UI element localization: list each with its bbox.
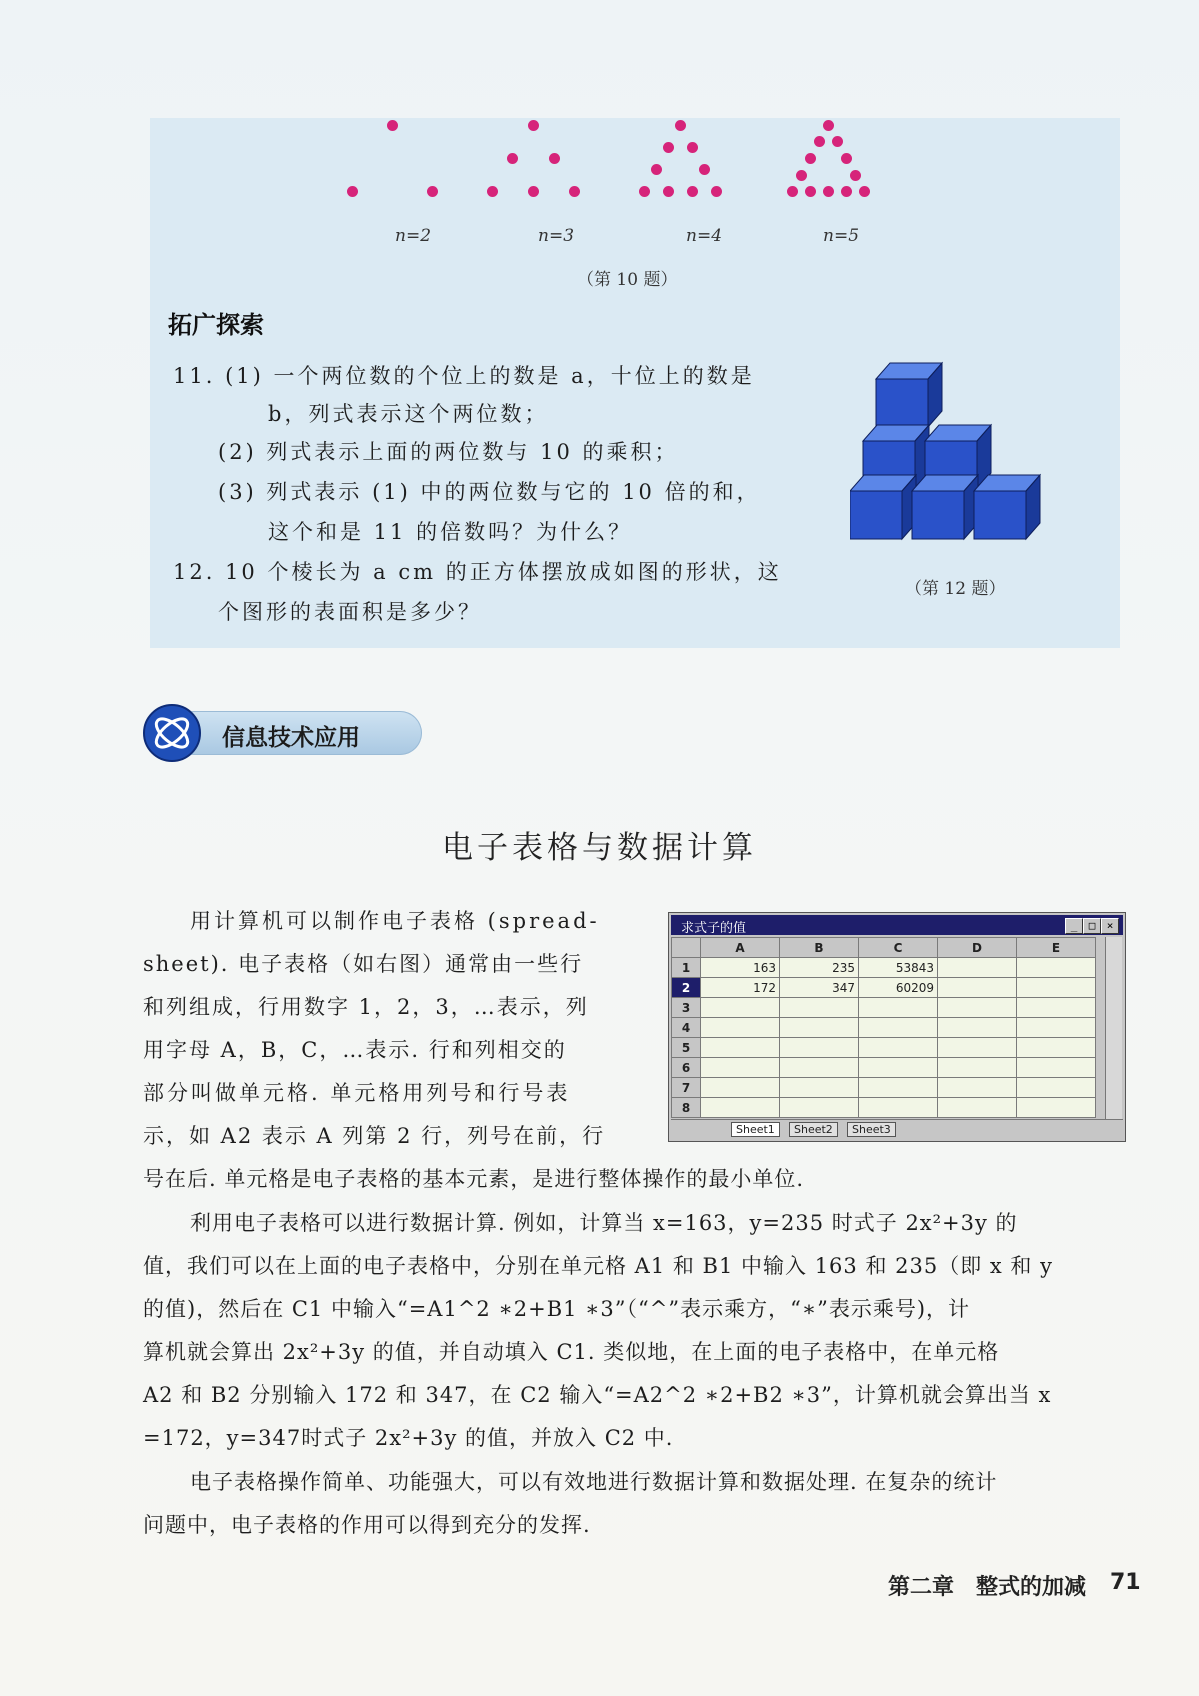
body-line: sheet). 电子表格（如右图）通常由一些行 xyxy=(143,952,584,976)
dot xyxy=(814,136,825,147)
row-header[interactable]: 2 xyxy=(672,978,701,998)
body-line: 和列组成，行用数字 1，2，3，…表示，列 xyxy=(143,995,589,1019)
body-line: 用字母 A，B，C，…表示. 行和列相交的 xyxy=(143,1038,567,1062)
figure-label: n=3 xyxy=(538,226,575,246)
dot xyxy=(796,170,807,181)
dot xyxy=(841,153,852,164)
dot xyxy=(549,153,560,164)
table-row xyxy=(672,1098,1096,1118)
dot xyxy=(487,186,498,197)
cell[interactable] xyxy=(1017,998,1096,1018)
dot xyxy=(569,186,580,197)
badge-label: 信息技术应用 xyxy=(222,725,360,751)
cube-stack-figure xyxy=(850,355,1050,545)
dot xyxy=(651,164,662,175)
cell[interactable] xyxy=(938,1038,1017,1058)
row-header[interactable]: 8 xyxy=(672,1098,701,1118)
row-header[interactable]: 6 xyxy=(672,1058,701,1078)
dot xyxy=(663,186,674,197)
body-line: 问题中，电子表格的作用可以得到充分的发挥. xyxy=(143,1513,591,1537)
table-row xyxy=(672,998,1096,1018)
cell[interactable]: 235 xyxy=(780,958,859,978)
cell[interactable] xyxy=(859,1058,938,1078)
dot xyxy=(507,153,518,164)
dot xyxy=(663,142,674,153)
dot xyxy=(699,164,710,175)
cell[interactable] xyxy=(1017,978,1096,998)
cell[interactable] xyxy=(701,1018,780,1038)
vertical-scrollbar[interactable] xyxy=(1105,937,1122,1119)
chapter-title: 第二章 整式的加减 xyxy=(888,1575,1087,1600)
cell[interactable] xyxy=(859,1098,938,1118)
question-line: 个图形的表面积是多少？ xyxy=(218,600,482,624)
cell[interactable] xyxy=(701,1078,780,1098)
body-line: 示，如 A2 表示 A 列第 2 行，列号在前，行 xyxy=(143,1124,606,1148)
figure-caption: （第 10 题） xyxy=(577,270,678,290)
figure-label: n=2 xyxy=(395,226,432,246)
tab-sheet1[interactable]: Sheet1 xyxy=(731,1122,780,1137)
dot xyxy=(823,120,834,131)
body-line: 的值)，然后在 C1 中输入“=A1^2 ∗2+B1 ∗3”（“^”表示乘方，“∗”表示乘号)，计 xyxy=(143,1297,971,1321)
row-header[interactable]: 4 xyxy=(672,1018,701,1038)
body-line: 号在后. 单元格是电子表格的基本元素，是进行整体操作的最小单位. xyxy=(143,1167,805,1191)
cell[interactable]: 347 xyxy=(780,978,859,998)
minimize-button[interactable]: _ xyxy=(1065,918,1083,934)
cell[interactable] xyxy=(1017,1018,1096,1038)
figure-label: n=5 xyxy=(823,226,860,246)
dot xyxy=(675,120,686,131)
atom-icon xyxy=(142,703,202,763)
dot xyxy=(687,186,698,197)
cell[interactable] xyxy=(780,1038,859,1058)
figure-caption: （第 12 题） xyxy=(905,579,1006,599)
row-header[interactable]: 1 xyxy=(672,958,701,978)
table-row xyxy=(672,1038,1096,1058)
info-tech-badge xyxy=(142,703,422,761)
cell[interactable]: 172 xyxy=(701,978,780,998)
dot xyxy=(347,186,358,197)
cell[interactable] xyxy=(938,1098,1017,1118)
column-header[interactable]: C xyxy=(859,938,938,958)
table-row xyxy=(672,1078,1096,1098)
body-line: 部分叫做单元格. 单元格用列号和行号表 xyxy=(143,1081,571,1105)
cell[interactable] xyxy=(780,1078,859,1098)
question-line: (3) 列式表示 (1) 中的两位数与它的 10 倍的和， xyxy=(218,480,761,504)
dot xyxy=(823,186,834,197)
table-row xyxy=(672,958,1096,978)
cell[interactable] xyxy=(859,1078,938,1098)
column-header[interactable]: B xyxy=(780,938,859,958)
cell[interactable] xyxy=(701,1098,780,1118)
dot xyxy=(387,120,398,131)
dot xyxy=(427,186,438,197)
row-header[interactable]: 5 xyxy=(672,1038,701,1058)
cell[interactable] xyxy=(859,1018,938,1038)
cell[interactable] xyxy=(780,1098,859,1118)
cell[interactable] xyxy=(938,1078,1017,1098)
figure-label: n=4 xyxy=(686,226,723,246)
cell[interactable] xyxy=(938,998,1017,1018)
column-header[interactable]: A xyxy=(701,938,780,958)
page-number: 71 xyxy=(1110,1570,1141,1595)
dot xyxy=(841,186,852,197)
cell[interactable]: 53843 xyxy=(859,958,938,978)
cell[interactable] xyxy=(859,998,938,1018)
dot xyxy=(859,186,870,197)
cell[interactable] xyxy=(938,1018,1017,1038)
question-line: 这个和是 11 的倍数吗？为什么？ xyxy=(268,520,633,544)
cell[interactable] xyxy=(780,1018,859,1038)
tab-sheet3[interactable]: Sheet3 xyxy=(847,1122,896,1137)
spreadsheet-titlebar xyxy=(671,915,1123,935)
section-title: 电子表格与数据计算 xyxy=(442,830,757,866)
dot xyxy=(805,153,816,164)
sheet-tab-bar xyxy=(671,1119,1123,1138)
spreadsheet-grid xyxy=(671,937,1096,1118)
dot xyxy=(787,186,798,197)
cell[interactable] xyxy=(780,1058,859,1078)
tab-sheet2[interactable]: Sheet2 xyxy=(789,1122,838,1137)
dot xyxy=(528,120,539,131)
table-row xyxy=(672,1018,1096,1038)
cell[interactable] xyxy=(859,1038,938,1058)
column-header-row xyxy=(672,938,1096,958)
cell[interactable] xyxy=(1017,1098,1096,1118)
body-line: A2 和 B2 分别输入 172 和 347，在 C2 输入“=A2^2 ∗2+B2 ∗3”，计算机就会算出当 x xyxy=(143,1383,1052,1407)
body-line: 利用电子表格可以进行数据计算. 例如，计算当 x=163，y=235 时式子 2x²+3y 的 xyxy=(190,1211,1018,1235)
cell[interactable]: 60209 xyxy=(859,978,938,998)
cell[interactable] xyxy=(1017,958,1096,978)
cell[interactable]: 163 xyxy=(701,958,780,978)
body-line: 电子表格操作简单、功能强大，可以有效地进行数据计算和数据处理. 在复杂的统计 xyxy=(190,1470,998,1494)
dot xyxy=(687,142,698,153)
dot xyxy=(711,186,722,197)
row-header[interactable]: 3 xyxy=(672,998,701,1018)
body-line: 值，我们可以在上面的电子表格中，分别在单元格 A1 和 B1 中输入 163 和 235（即 x 和 y xyxy=(143,1254,1053,1278)
question-line: b，列式表示这个两位数； xyxy=(268,402,549,426)
corner-cell xyxy=(672,938,701,958)
cell[interactable] xyxy=(1017,1058,1096,1078)
dot xyxy=(832,136,843,147)
question-line: 11. (1) 一个两位数的个位上的数是 a，十位上的数是 xyxy=(173,364,755,388)
row-header[interactable]: 7 xyxy=(672,1078,701,1098)
maximize-button[interactable]: □ xyxy=(1083,918,1101,934)
cell[interactable] xyxy=(701,998,780,1018)
body-line: =172，y=347时式子 2x²+3y 的值，并放入 C2 中. xyxy=(143,1426,674,1450)
cell[interactable] xyxy=(938,1058,1017,1078)
spreadsheet-window xyxy=(668,912,1126,1142)
column-header[interactable]: E xyxy=(1017,938,1096,958)
dot xyxy=(805,186,816,197)
cell[interactable] xyxy=(1017,1038,1096,1058)
cell[interactable] xyxy=(938,958,1017,978)
dot xyxy=(639,186,650,197)
cell[interactable] xyxy=(701,1058,780,1078)
close-button[interactable]: × xyxy=(1101,918,1119,934)
cell[interactable] xyxy=(701,1038,780,1058)
table-row xyxy=(672,978,1096,998)
cell[interactable] xyxy=(938,978,1017,998)
section-heading: 拓广探索 xyxy=(168,311,264,339)
question-line: (2) 列式表示上面的两位数与 10 的乘积； xyxy=(218,440,679,464)
cell[interactable] xyxy=(780,998,859,1018)
table-row xyxy=(672,1058,1096,1078)
body-line: 用计算机可以制作电子表格 (spread- xyxy=(190,909,600,933)
dot xyxy=(850,170,861,181)
dot xyxy=(528,186,539,197)
column-header[interactable]: D xyxy=(938,938,1017,958)
question-line: 12. 10 个棱长为 a cm 的正方体摆放成如图的形状，这 xyxy=(173,560,782,584)
cell[interactable] xyxy=(1017,1078,1096,1098)
body-line: 算机就会算出 2x²+3y 的值，并自动填入 C1. 类似地，在上面的电子表格中，在单元格 xyxy=(143,1340,1000,1364)
spreadsheet-title: 求式子的值 xyxy=(681,921,747,936)
